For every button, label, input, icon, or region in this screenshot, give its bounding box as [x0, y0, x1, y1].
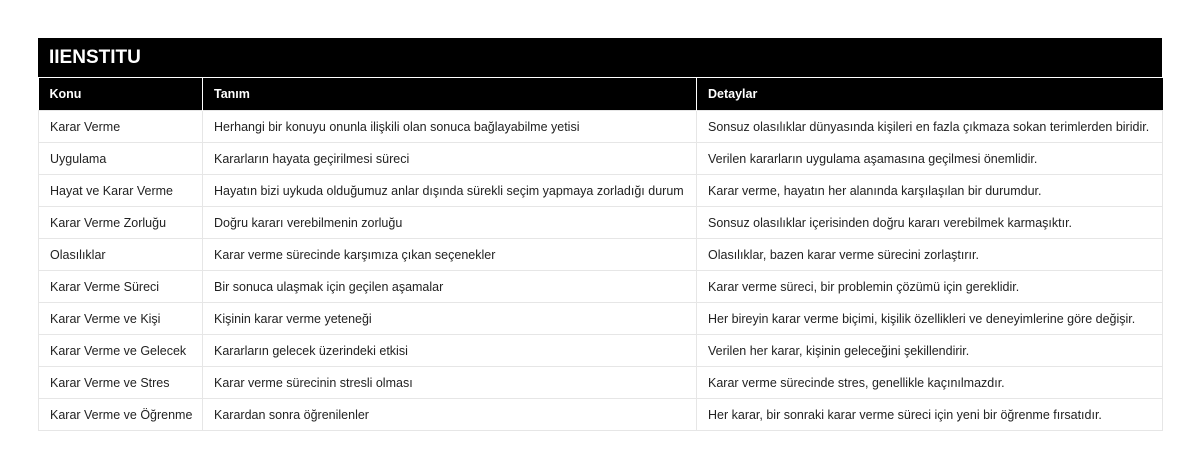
cell-konu: Karar Verme ve Gelecek	[39, 335, 203, 367]
table-header	[39, 78, 1163, 111]
data-table-container	[38, 38, 1162, 431]
cell-detaylar: Karar verme sürecinde stres, genellikle kaçınılmazdır.	[697, 367, 1163, 399]
cell-konu: Karar Verme ve Kişi	[39, 303, 203, 335]
cell-detaylar: Verilen her karar, kişinin geleceğini şekillendirir.	[697, 335, 1163, 367]
cell-tanim: Doğru kararı verebilmenin zorluğu	[203, 207, 697, 239]
cell-detaylar: Her karar, bir sonraki karar verme süreci için yeni bir öğrenme fırsatıdır.	[697, 399, 1163, 431]
table-row	[39, 111, 1163, 143]
table-body	[39, 111, 1163, 431]
cell-detaylar: Olasılıklar, bazen karar verme sürecini zorlaştırır.	[697, 239, 1163, 271]
table-title: IIENSTITU	[38, 38, 1162, 78]
table-row	[39, 143, 1163, 175]
cell-konu: Uygulama	[39, 143, 203, 175]
data-table	[38, 78, 1163, 431]
cell-tanim: Kararların gelecek üzerindeki etkisi	[203, 335, 697, 367]
cell-konu: Karar Verme ve Öğrenme	[39, 399, 203, 431]
cell-detaylar: Sonsuz olasılıklar içerisinden doğru kararı verebilmek karmaşıktır.	[697, 207, 1163, 239]
cell-tanim: Bir sonuca ulaşmak için geçilen aşamalar	[203, 271, 697, 303]
cell-detaylar: Karar verme süreci, bir problemin çözümü için gereklidir.	[697, 271, 1163, 303]
cell-tanim: Karar verme sürecinin stresli olması	[203, 367, 697, 399]
cell-tanim: Herhangi bir konuyu onunla ilişkili olan sonuca bağlayabilme yetisi	[203, 111, 697, 143]
cell-konu: Karar Verme ve Stres	[39, 367, 203, 399]
column-header-detaylar: Detaylar	[697, 78, 1163, 111]
table-row	[39, 271, 1163, 303]
cell-konu: Olasılıklar	[39, 239, 203, 271]
cell-tanim: Karar verme sürecinde karşımıza çıkan seçenekler	[203, 239, 697, 271]
column-header-konu: Konu	[39, 78, 203, 111]
cell-tanim: Kişinin karar verme yeteneği	[203, 303, 697, 335]
table-row	[39, 303, 1163, 335]
table-row	[39, 239, 1163, 271]
cell-detaylar: Verilen kararların uygulama aşamasına geçilmesi önemlidir.	[697, 143, 1163, 175]
column-header-tanim: Tanım	[203, 78, 697, 111]
table-row	[39, 175, 1163, 207]
cell-tanim: Hayatın bizi uykuda olduğumuz anlar dışında sürekli seçim yapmaya zorladığı durum	[203, 175, 697, 207]
cell-konu: Karar Verme Süreci	[39, 271, 203, 303]
cell-konu: Karar Verme	[39, 111, 203, 143]
table-row	[39, 335, 1163, 367]
cell-detaylar: Her bireyin karar verme biçimi, kişilik özellikleri ve deneyimlerine göre değişir.	[697, 303, 1163, 335]
table-row	[39, 399, 1163, 431]
cell-detaylar: Karar verme, hayatın her alanında karşılaşılan bir durumdur.	[697, 175, 1163, 207]
cell-konu: Karar Verme Zorluğu	[39, 207, 203, 239]
cell-detaylar: Sonsuz olasılıklar dünyasında kişileri en fazla çıkmaza sokan terimlerden biridir.	[697, 111, 1163, 143]
header-row	[39, 78, 1163, 111]
table-row	[39, 367, 1163, 399]
cell-tanim: Karardan sonra öğrenilenler	[203, 399, 697, 431]
cell-konu: Hayat ve Karar Verme	[39, 175, 203, 207]
table-row	[39, 207, 1163, 239]
cell-tanim: Kararların hayata geçirilmesi süreci	[203, 143, 697, 175]
